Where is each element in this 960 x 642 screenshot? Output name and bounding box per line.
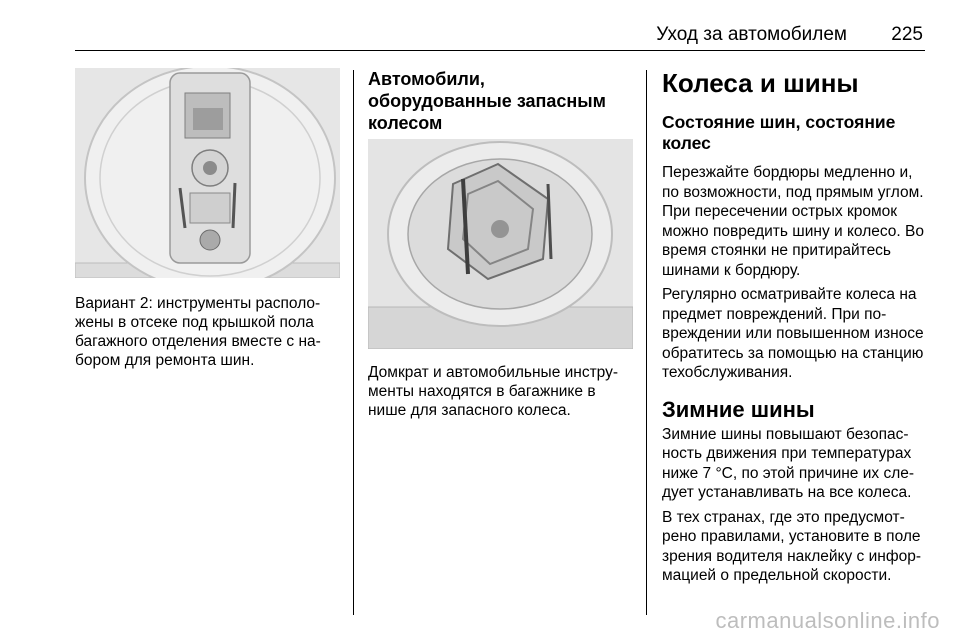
page-header [75,22,925,51]
body-paragraph: Перезжайте бордюры медленно и, по возможности, под прямым углом. При пересечении острых кромок можно повредить шину и колесо. Во время стоянки не притирайтесь шинами к бордюру. [662,164,924,279]
column-divider-1 [353,70,354,615]
body-paragraph: Регулярно осматривайте колеса на предмет повреждений. При повреждении или повышенном износе обратитесь за помощью на станцию техобслуживания. [662,286,924,381]
subsection-heading: Состояние шин, состояние колес [662,112,896,153]
body-paragraph: Зимние шины повышают безопасность движения при температурах ниже 7 °C, по этой причине их следует устанавливать на все колеса. [662,425,915,501]
tool-compartment-figure [75,68,340,278]
body-paragraph: В тех странах, где это предусмотрено правилами, установите в поле зрения водителя наклейку с информацией о предельной скорости. [662,508,921,584]
header-section-title: Уход за автомобилем [656,24,847,45]
watermark: carmanualsonline.info [715,608,940,633]
column-2 [368,68,633,420]
page-number: 225 [891,24,923,45]
winter-tyres-heading: Зимние шины [662,396,815,422]
figure-caption: Домкрат и автомобильные инструменты находятся в багажнике в нише для запасного колеса. [368,364,619,419]
column-3 [662,68,927,586]
chapter-title: Колеса и шины [662,68,859,98]
figure-caption: Вариант 2: инструменты расположены в отсеке под крышкой пола багажного отделения вместе с набором для ремонта шин. [75,295,321,369]
section-heading: Автомобили, оборудованные запасным колесом [368,69,606,133]
column-divider-2 [646,70,647,615]
column-1 [75,68,340,370]
spare-wheel-figure [368,139,633,349]
